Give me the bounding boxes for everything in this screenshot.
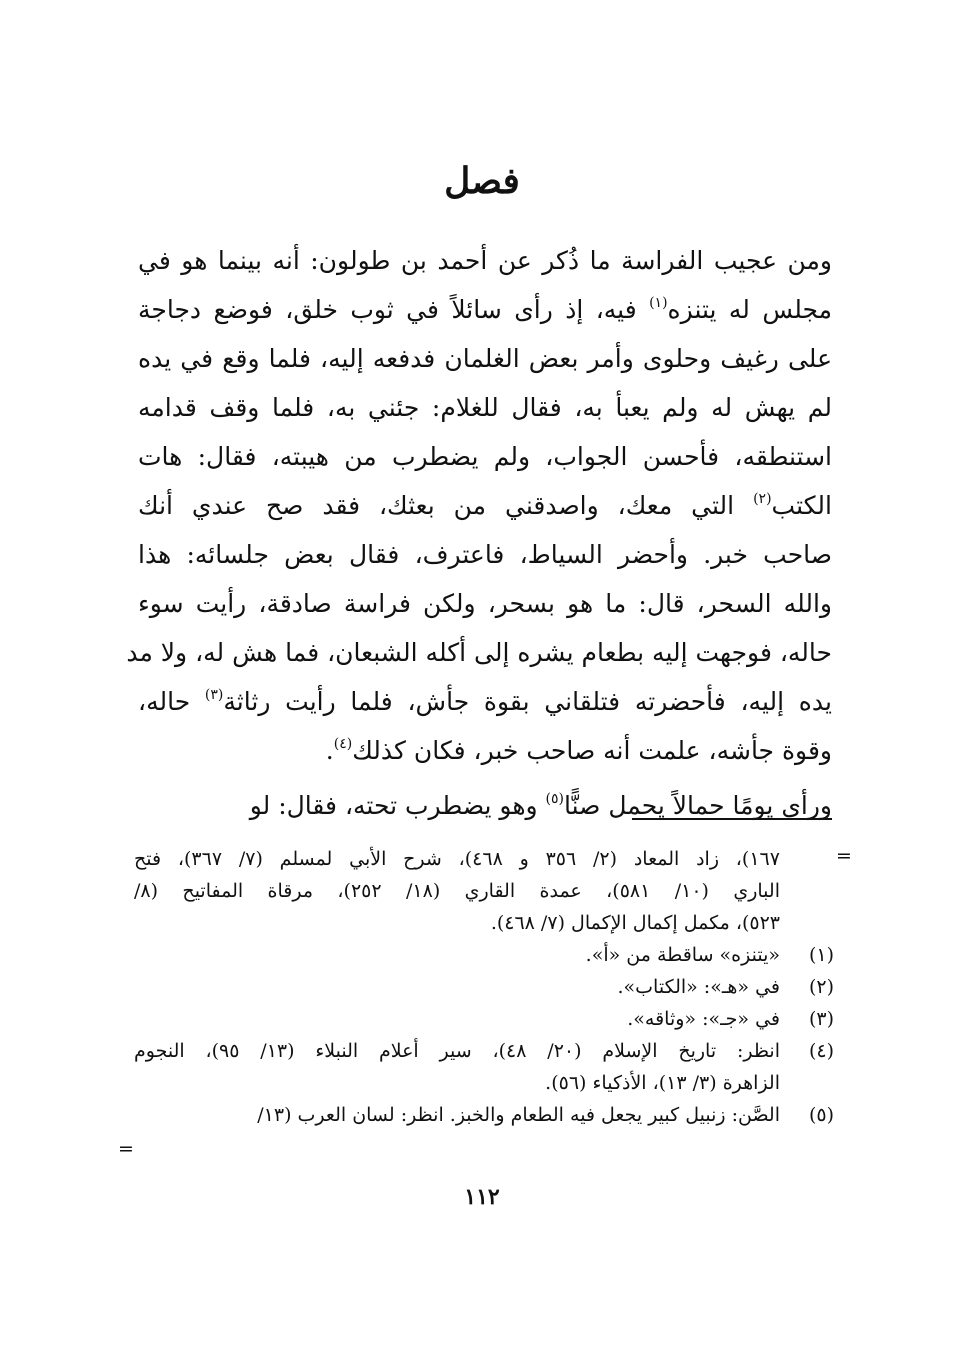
text-segment: على رغيف وحلوى وأمر بعض الغلمان فدفعه إليه، فلما وقع في يده — [138, 344, 832, 373]
footnote-continuation-mark: = — [836, 845, 852, 867]
text-segment: والله السحر، قال: ما هو بسحر، ولكن فراسة صادقة، رأيت سوء — [138, 589, 832, 618]
footnote-number: (٢) — [808, 976, 834, 998]
text-line — [138, 383, 832, 432]
section-title: فصل — [444, 160, 520, 202]
footnote-ref: (٤) — [333, 735, 353, 752]
text-line — [138, 781, 832, 830]
text-segment: حاله، فوجهت إليه بطعام يشره إلى أكله الشبعان، فما هش له، ولا مد — [126, 638, 832, 667]
text-segment: ورأى يومًا حمالاً يحمل صنًّا — [564, 791, 832, 820]
footnote-number: (٥) — [808, 1104, 834, 1126]
footnote-ref: (٥) — [545, 790, 565, 807]
text-line — [138, 432, 832, 481]
paragraph — [138, 781, 832, 830]
text-segment: صاحب خبر. وأحضر السياط، فاعترف، فقال بعض جلسائه: هذا — [138, 540, 832, 569]
footnote — [134, 1035, 834, 1099]
text-segment: مجلس له يتنزه — [667, 295, 833, 324]
footnote — [134, 939, 834, 971]
text-segment: يده إليه، فأحضرته فتلقاني بقوة جأش، فلما رأيت رثاثة — [223, 687, 832, 716]
footnote — [134, 843, 834, 939]
footnote-number: (١) — [808, 944, 834, 966]
footnote-line: الصَّن: زنبيل كبير يجعل فيه الطعام والخبز. انظر: لسان العرب (١٣/ — [257, 1104, 780, 1126]
footnote-ref: (١) — [649, 294, 668, 311]
footnote-ref: (٣) — [204, 686, 224, 703]
text-line — [138, 726, 832, 775]
footnote-line: ٥٢٣)، مكمل إكمال الإكمال (٧/ ٤٦٨). — [490, 912, 780, 934]
text-line — [126, 628, 832, 677]
page-number: ١١٢ — [464, 1184, 500, 1210]
paragraph — [126, 236, 833, 775]
text-line — [138, 285, 832, 334]
text-segment: . — [325, 736, 334, 765]
text-segment: ومن عجيب الفراسة ما ذُكر عن أحمد بن طولون: أنه بينما هو في — [138, 246, 832, 275]
footnote-number: (٣) — [808, 1008, 834, 1030]
footnote-separator — [632, 818, 832, 820]
text-line — [138, 334, 832, 383]
footnote-line: الباري (١٠/ ٥٨١)، عمدة القاري (١٨/ ٢٥٢)، مرقاة المفاتيح (٨/ — [134, 880, 780, 902]
footnote-continuation-end: = — [118, 1138, 134, 1160]
footnote-line: انظر: تاريخ الإسلام (٢٠/ ٤٨)، سير أعلام النبلاء (١٣/ ٩٥)، النجوم — [134, 1040, 780, 1062]
footnote-line: ١٦٧)، زاد المعاد (٢/ ٣٥٦ و ٤٦٨)، شرح الأبي لمسلم (٧/ ٣٦٧)، فتح — [134, 848, 780, 870]
text-line — [138, 677, 832, 726]
footnote-line: «يتنزه» ساقطة من «أ». — [585, 944, 780, 966]
text-line — [138, 236, 832, 285]
text-segment: وقوة جأشه، علمت أنه صاحب خبر، فكان كذلك — [352, 736, 832, 765]
text-segment: حاله، — [138, 687, 205, 716]
footnote-line: الزاهرة (٣/ ١٣)، الأذكياء (٥٦). — [545, 1072, 780, 1094]
main-text — [126, 236, 833, 830]
footnote-line: في «هـ»: «الكتاب». — [617, 976, 780, 998]
text-line — [138, 530, 832, 579]
text-segment: وهو يضطرب تحته، فقال: لو — [249, 791, 546, 820]
footnote-number: (٤) — [808, 1040, 834, 1062]
text-segment: فيه، إذ رأى سائلاً في ثوب خلق، فوضع دجاجة — [138, 295, 650, 324]
text-segment: استنطقه، فأحسن الجواب، ولم يضطرب من هيبته، فقال: هات — [138, 442, 832, 471]
footnote — [134, 971, 834, 1003]
footnote — [134, 1003, 834, 1035]
text-segment: التي معك، واصدقني من بعثك، فقد صح عندي أنك — [138, 491, 754, 520]
footnote-line: في «جـ»: «وثاقه». — [627, 1008, 780, 1030]
text-line — [138, 481, 832, 530]
text-line — [138, 579, 832, 628]
text-segment: الكتب — [771, 491, 832, 520]
footnotes — [134, 843, 834, 1131]
footnote-ref: (٢) — [753, 490, 772, 507]
footnote — [134, 1099, 834, 1131]
text-segment: لم يهش له ولم يعبأ به، فقال للغلام: جئني به، فلما وقف قدامه — [138, 393, 832, 422]
